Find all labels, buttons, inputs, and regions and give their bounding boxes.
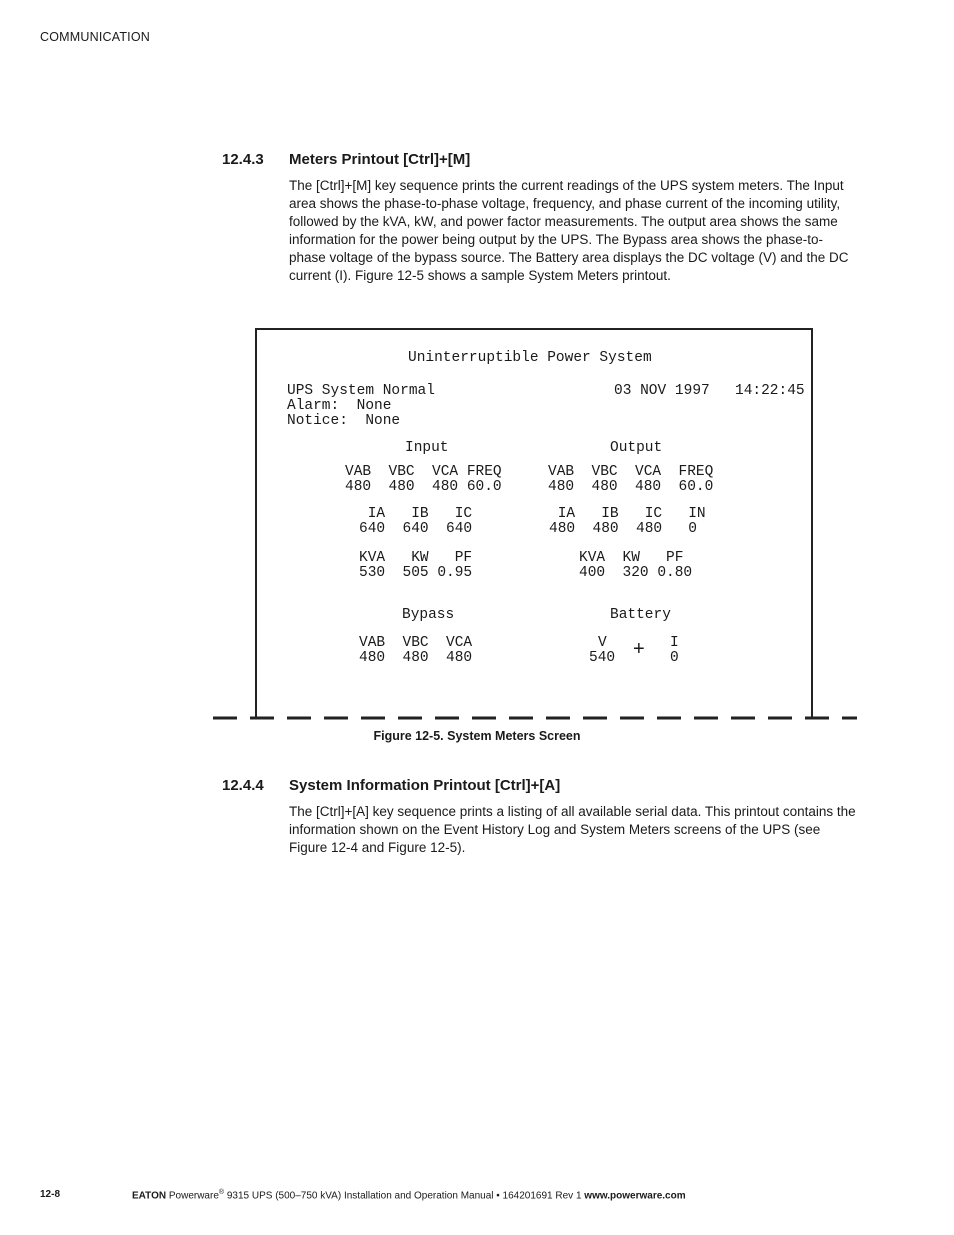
output-voltage-values: 480 480 480 60.0 — [548, 479, 714, 495]
figure-caption: Figure 12-5. System Meters Screen — [373, 729, 581, 743]
screen-title: Uninterruptible Power System — [408, 350, 652, 366]
page-number: 12-8 — [40, 1189, 61, 1200]
section-title: System Information Printout [Ctrl]+[A] — [289, 777, 561, 794]
battery-label: Battery — [610, 607, 671, 623]
section-number: 12.4.4 — [222, 777, 264, 794]
section-heading-12-4-4 — [0, 777, 954, 797]
output-current-values: 480 480 480 0 — [549, 521, 697, 537]
footer-url: www.powerware.com — [584, 1190, 686, 1202]
figure-break-line — [213, 716, 857, 720]
battery-plus-symbol: + — [633, 638, 645, 660]
running-head: COMMUNICATION — [40, 30, 150, 44]
bypass-headers: VAB VBC VCA — [359, 635, 473, 651]
footer-text — [132, 1189, 686, 1201]
alarm-line: Alarm: None — [287, 398, 392, 414]
section-title: Meters Printout [Ctrl]+[M] — [289, 151, 471, 168]
section-number: 12.4.3 — [222, 151, 264, 168]
output-voltage-headers: VAB VBC VCA FREQ — [548, 464, 714, 480]
input-voltage-headers: VAB VBC VCA FREQ — [345, 464, 502, 480]
battery-v-value: 540 — [589, 650, 616, 666]
input-voltage-values: 480 480 480 60.0 — [345, 479, 502, 495]
battery-i-value: 0 — [670, 650, 679, 666]
footer-brand: EATON — [132, 1190, 167, 1202]
status-time: 14:22:45 — [735, 383, 805, 399]
notice-line: Notice: None — [287, 413, 401, 429]
input-label: Input — [405, 440, 449, 456]
status-date: 03 NOV 1997 — [614, 383, 710, 399]
input-power-values: 530 505 0.95 — [359, 565, 473, 581]
input-current-headers: IA IB IC — [359, 506, 473, 522]
section-heading-12-4-3 — [0, 151, 954, 171]
battery-i-label: I — [670, 635, 679, 651]
system-status: UPS System Normal — [287, 383, 435, 399]
battery-v-label: V — [598, 635, 607, 651]
bypass-values: 480 480 480 — [359, 650, 473, 666]
output-label: Output — [610, 440, 663, 456]
output-power-values: 400 320 0.80 — [579, 565, 693, 581]
output-power-headers: KVA KW PF — [579, 550, 684, 566]
section-body-text: The [Ctrl]+[A] key sequence prints a listing of all available serial data. This printout contains the information shown on the Event History Log and System Meters screens of the UPS (see Figure 12-4 and Figure 12-5). — [289, 804, 856, 855]
footer-manual-title: 9315 UPS (500–750 kVA) Installation and Operation Manual • 164201691 Rev 1 — [224, 1190, 585, 1202]
section-body-text: The [Ctrl]+[M] key sequence prints the current readings of the UPS system meters. The Input area shows the phase-to-phase voltage, frequency, and phase current of the incoming utility, followed by the kVA, kW, and power factor measurements. The output area shows the same information for the power being output by the UPS. The Bypass area shows the phase-to-phase voltage of the bypass source. The Battery area displays the DC voltage (V) and the DC current (I). Figure 12-5 shows a sample System Meters printout. — [289, 178, 849, 283]
input-power-headers: KVA KW PF — [359, 550, 473, 566]
footer-product: Powerware — [168, 1190, 219, 1202]
input-current-values: 640 640 640 — [359, 521, 473, 537]
bypass-label: Bypass — [402, 607, 455, 623]
output-current-headers: IA IB IC IN — [549, 506, 706, 522]
footer-registered-mark: ® — [218, 1189, 225, 1196]
